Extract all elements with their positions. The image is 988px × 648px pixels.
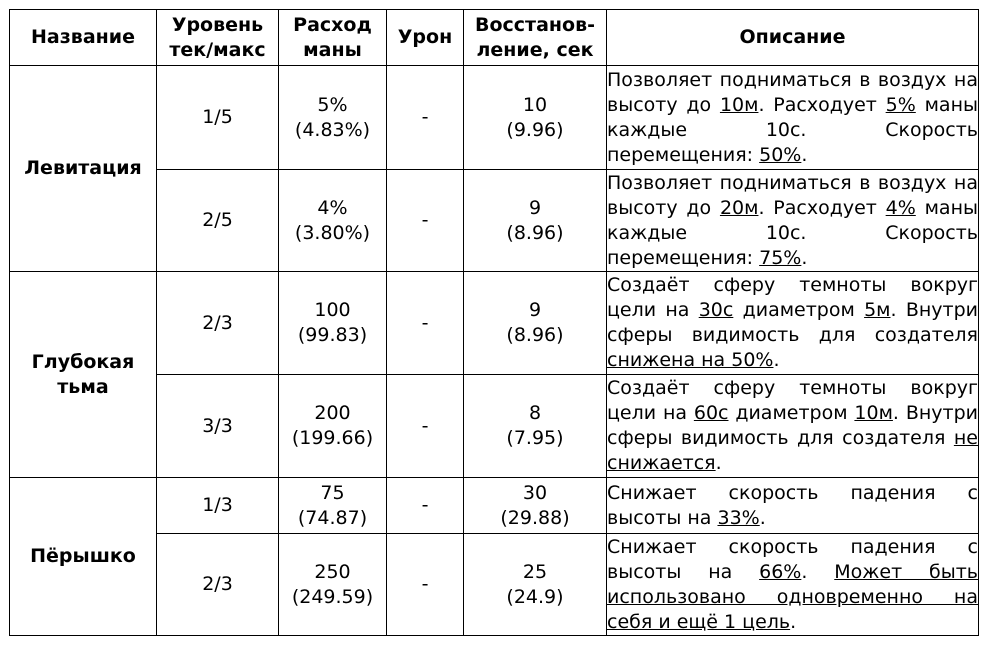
level-value: 3/3 bbox=[202, 414, 233, 437]
desc-text: . bbox=[801, 143, 808, 166]
desc-text: маны каждые 10с. Скорость bbox=[607, 196, 978, 244]
skill-name-levitation bbox=[10, 66, 157, 272]
damage-cell bbox=[387, 272, 464, 375]
desc-text: маны каждые 10с. Скорость bbox=[607, 93, 978, 141]
desc-text: Создаёт сферу темноты вокруг bbox=[607, 377, 978, 399]
header-name-label: Название bbox=[31, 26, 135, 48]
damage-value: - bbox=[421, 106, 429, 128]
mana-cell bbox=[279, 170, 387, 272]
mana-exact-value: (4.83%) bbox=[294, 118, 371, 141]
header-damage bbox=[387, 10, 464, 66]
skill-name-line-2: тьма bbox=[57, 375, 109, 398]
mana-exact-value: (249.59) bbox=[291, 585, 374, 608]
desc-text: Внутри сферы видимость для bbox=[607, 402, 978, 449]
desc-text: перемещения: bbox=[607, 246, 760, 269]
description-cell bbox=[607, 170, 979, 272]
mana-value: 5% bbox=[317, 93, 348, 116]
cooldown-value: 25 bbox=[522, 560, 548, 583]
level-value: 2/3 bbox=[202, 573, 233, 595]
damage-cell bbox=[387, 478, 464, 534]
desc-text: . Расходует bbox=[758, 196, 886, 219]
cooldown-value: 9 bbox=[528, 299, 542, 321]
desc-underlined: снижена на 50% bbox=[607, 349, 774, 371]
cooldown-exact-value: (8.96) bbox=[506, 324, 564, 346]
desc-underlined: 10м bbox=[854, 402, 893, 424]
desc-underlined: 50% bbox=[759, 143, 802, 166]
desc-text: . bbox=[801, 560, 835, 583]
skill-name: Левитация bbox=[24, 157, 142, 179]
desc-underlined: 33% bbox=[717, 506, 760, 529]
level-value: 1/3 bbox=[202, 494, 233, 516]
mana-cell bbox=[279, 478, 387, 534]
header-mana bbox=[279, 10, 387, 66]
header-level-line-1: Уровень bbox=[171, 13, 264, 36]
desc-text: . bbox=[801, 246, 808, 269]
desc-underlined: не снижается bbox=[607, 427, 978, 474]
header-row bbox=[10, 10, 979, 66]
desc-text: . bbox=[715, 452, 722, 474]
mana-exact-value: (74.87) bbox=[297, 506, 368, 529]
mana-value: 100 bbox=[314, 299, 351, 321]
cooldown-exact-value: (7.95) bbox=[506, 427, 564, 449]
table-row bbox=[10, 272, 979, 375]
skill-name: Пёрышко bbox=[30, 545, 136, 567]
desc-text: высоты на bbox=[607, 506, 718, 529]
skill-name-feather bbox=[10, 478, 157, 636]
header-cooldown bbox=[464, 10, 607, 66]
desc-underlined: себя и ещё 1 цель bbox=[607, 610, 791, 633]
desc-underlined: 60с bbox=[693, 402, 729, 424]
desc-underlined: Может быть bbox=[834, 560, 978, 583]
description-cell bbox=[607, 534, 979, 636]
desc-underlined: 5% bbox=[885, 93, 916, 116]
level-cell bbox=[157, 534, 279, 636]
cooldown-value: 8 bbox=[528, 402, 542, 424]
desc-text: цели на bbox=[607, 299, 699, 321]
cooldown-cell bbox=[464, 478, 607, 534]
mana-cell bbox=[279, 375, 387, 478]
desc-text: цели на bbox=[607, 402, 694, 424]
desc-underlined: 20м bbox=[719, 196, 759, 219]
header-damage-label: Урон bbox=[397, 26, 453, 48]
description-cell bbox=[607, 66, 979, 170]
description-cell bbox=[607, 272, 979, 375]
cooldown-exact-value: (24.9) bbox=[506, 585, 564, 608]
desc-text: на высоту до bbox=[607, 68, 978, 116]
desc-text: диаметром bbox=[733, 299, 865, 321]
desc-text: создателя bbox=[842, 427, 954, 449]
mana-value: 4% bbox=[317, 196, 348, 219]
mana-cell bbox=[279, 534, 387, 636]
damage-value: - bbox=[421, 414, 429, 437]
desc-text: высоты на bbox=[607, 560, 760, 583]
damage-value: - bbox=[421, 494, 429, 516]
desc-text: . bbox=[773, 349, 780, 371]
desc-text: . Расходует bbox=[758, 93, 886, 116]
damage-cell bbox=[387, 534, 464, 636]
header-level bbox=[157, 10, 279, 66]
desc-text: Снижает скорость падения с bbox=[607, 535, 978, 558]
desc-text: диаметром bbox=[728, 402, 855, 424]
cooldown-value: 9 bbox=[528, 196, 542, 219]
mana-cell bbox=[279, 272, 387, 375]
desc-text: . bbox=[759, 506, 766, 529]
header-cooldown-line-1: Восстанов- bbox=[475, 13, 595, 36]
desc-text: . bbox=[790, 610, 797, 633]
header-level-line-2: тек/макс bbox=[169, 38, 266, 61]
description-cell bbox=[607, 375, 979, 478]
damage-value: - bbox=[421, 573, 429, 595]
desc-text: Внутри сферы видимость для bbox=[607, 299, 978, 346]
cooldown-exact-value: (29.88) bbox=[500, 506, 570, 529]
damage-cell bbox=[387, 66, 464, 170]
cooldown-value: 30 bbox=[522, 481, 548, 504]
damage-value: - bbox=[421, 209, 429, 231]
desc-underlined: 75% bbox=[759, 246, 802, 269]
level-cell bbox=[157, 375, 279, 478]
cooldown-value: 10 bbox=[522, 93, 548, 116]
level-cell bbox=[157, 66, 279, 170]
header-mana-line-2: маны bbox=[303, 38, 362, 61]
mana-value: 75 bbox=[320, 481, 345, 504]
level-cell bbox=[157, 272, 279, 375]
mana-cell bbox=[279, 66, 387, 170]
desc-text: . bbox=[892, 402, 899, 424]
mana-value: 200 bbox=[314, 402, 351, 424]
level-cell bbox=[157, 170, 279, 272]
desc-text: Создаёт сферу темноты вокруг bbox=[607, 274, 978, 296]
header-description-label: Описание bbox=[739, 26, 846, 48]
skills-table bbox=[9, 9, 979, 636]
mana-exact-value: (3.80%) bbox=[294, 221, 371, 244]
level-value: 1/5 bbox=[202, 106, 233, 128]
skill-name-line-1: Глубокая bbox=[31, 350, 135, 373]
desc-underlined: 10м bbox=[719, 93, 759, 116]
desc-text: на высоту до bbox=[607, 171, 978, 219]
damage-value: - bbox=[421, 311, 429, 334]
damage-cell bbox=[387, 170, 464, 272]
desc-underlined: 30с bbox=[698, 299, 734, 321]
cooldown-exact-value: (9.96) bbox=[506, 118, 564, 141]
mana-exact-value: (199.66) bbox=[291, 427, 374, 449]
desc-text: перемещения: bbox=[607, 143, 760, 166]
cooldown-cell bbox=[464, 66, 607, 170]
header-name bbox=[10, 10, 157, 66]
header-description bbox=[607, 10, 979, 66]
desc-underlined: 66% bbox=[759, 560, 802, 583]
desc-underlined: 4% bbox=[885, 196, 916, 219]
cooldown-cell bbox=[464, 170, 607, 272]
desc-text: Снижает скорость падения с bbox=[607, 481, 978, 504]
desc-text: . bbox=[890, 299, 897, 321]
table-row bbox=[10, 66, 979, 170]
header-mana-line-1: Расход bbox=[293, 13, 372, 36]
level-value: 2/3 bbox=[202, 311, 233, 334]
mana-exact-value: (99.83) bbox=[297, 324, 368, 346]
cooldown-cell bbox=[464, 534, 607, 636]
level-cell bbox=[157, 478, 279, 534]
table-row bbox=[10, 478, 979, 534]
mana-value: 250 bbox=[314, 560, 351, 583]
desc-text: Позволяет подниматься в воздух bbox=[607, 68, 947, 91]
description-cell bbox=[607, 478, 979, 534]
desc-text: создателя bbox=[874, 324, 978, 346]
desc-text: Позволяет подниматься в воздух bbox=[607, 171, 947, 194]
damage-cell bbox=[387, 375, 464, 478]
cooldown-exact-value: (8.96) bbox=[506, 221, 564, 244]
skill-name-deep-darkness bbox=[10, 272, 157, 478]
cooldown-cell bbox=[464, 272, 607, 375]
desc-underlined: использовано одновременно на bbox=[607, 585, 978, 608]
cooldown-cell bbox=[464, 375, 607, 478]
desc-underlined: 5м bbox=[864, 299, 891, 321]
level-value: 2/5 bbox=[202, 209, 233, 231]
header-cooldown-line-2: ление, сек bbox=[476, 38, 594, 61]
